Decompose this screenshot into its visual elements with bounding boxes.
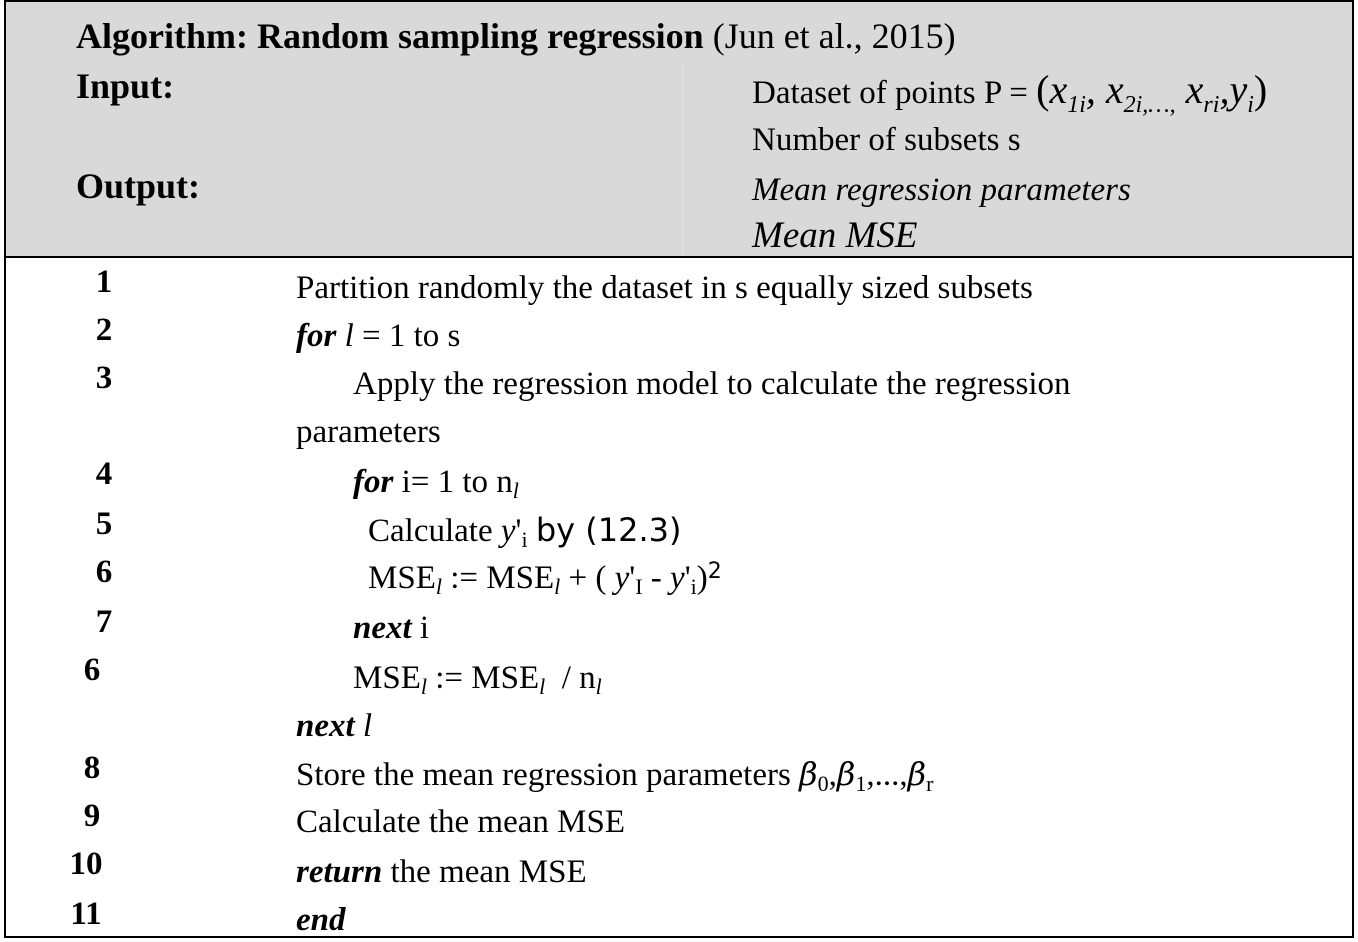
step-text: Calculate $y'_i$ by (12.3) <box>368 511 682 552</box>
step-number: 6 <box>83 652 101 688</box>
step-text: Partition randomly the dataset in s equally sized subsets <box>296 270 1033 306</box>
input-label: Input: <box>76 66 175 106</box>
keyword-next: next <box>296 708 355 744</box>
step-number: 1 <box>95 264 113 300</box>
step-number: 7 <box>95 604 113 640</box>
step-number: 6 <box>95 554 113 590</box>
step-text: Apply the regression model to calculate the regression <box>353 366 1071 402</box>
output-mse: Mean MSE <box>752 215 918 256</box>
output-parameters: Mean regression parameters <box>752 172 1131 208</box>
keyword-for: for <box>296 318 337 354</box>
step-text: next l <box>296 708 373 744</box>
step-number: 11 <box>70 896 102 932</box>
algorithm-title <box>76 16 956 56</box>
keyword-next: next <box>353 610 412 646</box>
input-dataset-text: Dataset of points P = <box>752 75 1037 111</box>
step-number: 9 <box>83 798 101 834</box>
step-text <box>296 900 346 940</box>
algorithm-header <box>6 2 1352 258</box>
step-text: Store the mean regression parameters $\beta_0,\beta_1,...,\beta_r$ <box>296 755 934 796</box>
step-number: 8 <box>83 750 101 786</box>
step-text: for l = 1 to s <box>296 318 461 354</box>
algorithm-citation: (Jun et al., 2015) <box>712 16 956 56</box>
header-column-divider <box>682 64 683 256</box>
step-text: next i <box>353 610 430 646</box>
step-text: $MSE_l$ := $MSE_l$ + ( $y'_I - y'_i)^2$ <box>368 559 722 599</box>
step-text: Calculate the mean MSE <box>296 804 625 840</box>
output-label: Output: <box>76 166 201 206</box>
algorithm-title-bold: Algorithm: Random sampling regression <box>76 16 704 56</box>
step-text-continuation: parameters <box>296 414 441 450</box>
input-subsets: Number of subsets s <box>752 122 1021 158</box>
step-text: $MSE_l$ := $MSE_l / n_l$ <box>353 660 602 699</box>
step-text: return the mean MSE <box>296 854 587 890</box>
step-number: 3 <box>95 360 113 396</box>
input-dataset: Dataset of points $P = (x_{1i}$, $x_{2i,\dots,}$ $x_{ri},y_i$) <box>752 67 1268 118</box>
algorithm-box <box>4 0 1354 938</box>
keyword-for: for <box>353 464 394 500</box>
keyword-return: return <box>296 854 383 890</box>
keyword-end: end <box>296 902 346 938</box>
step-number: 10 <box>69 846 103 882</box>
step-number: 4 <box>95 456 113 492</box>
step-number: 2 <box>95 312 113 348</box>
step-text: for i= 1 to $n_l$ <box>353 464 519 503</box>
step-number: 5 <box>95 506 113 542</box>
